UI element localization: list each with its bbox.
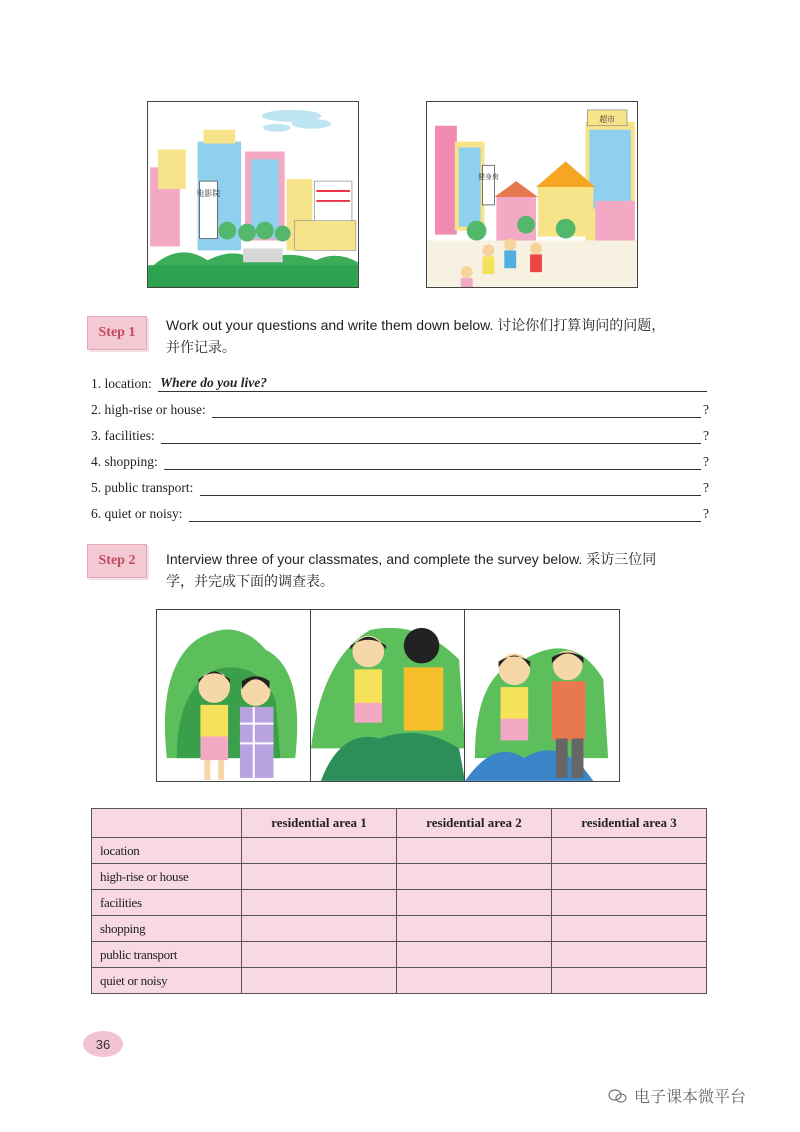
city-illustration-right bbox=[426, 101, 638, 288]
question-row-location bbox=[91, 372, 709, 392]
survey-cell[interactable] bbox=[552, 942, 707, 968]
city-illustration-left bbox=[147, 101, 359, 288]
table-row bbox=[92, 916, 707, 942]
answer-line[interactable] bbox=[158, 377, 707, 392]
watermark-text: 电子课本微平台 bbox=[634, 1087, 747, 1106]
row-label-public-transport: public transport bbox=[92, 942, 242, 968]
survey-cell[interactable] bbox=[397, 890, 552, 916]
step2-instruction-line2: 学，并完成下面的调查表。 bbox=[166, 573, 334, 589]
survey-header-area3: residential area 3 bbox=[552, 809, 707, 838]
step2-badge-label: Step 2 bbox=[98, 553, 136, 568]
question-mark: ? bbox=[703, 402, 709, 417]
step2-instruction bbox=[166, 548, 726, 592]
survey-cell[interactable] bbox=[552, 890, 707, 916]
question-row-shopping bbox=[91, 450, 709, 470]
step1-instruction-line2: 并作记录。 bbox=[166, 339, 236, 355]
interview-illustration-1 bbox=[157, 610, 311, 781]
question-mark: ? bbox=[703, 480, 709, 495]
step2-instruction-line1: Interview three of your classmates, and complete the survey below. 采访三位同 bbox=[166, 551, 657, 567]
answer-line[interactable] bbox=[212, 403, 701, 418]
survey-cell[interactable] bbox=[242, 864, 397, 890]
row-label-location: location bbox=[92, 838, 242, 864]
survey-header-area1: residential area 1 bbox=[242, 809, 397, 838]
cinema-sign: 电影院 bbox=[196, 188, 221, 198]
street-scene-graphic bbox=[427, 102, 637, 287]
survey-cell[interactable] bbox=[552, 838, 707, 864]
city-scene-graphic bbox=[148, 102, 358, 287]
question-label: 3. facilities: bbox=[91, 428, 159, 443]
table-row bbox=[92, 864, 707, 890]
answer-example: Where do you live? bbox=[160, 375, 267, 390]
survey-header-area2: residential area 2 bbox=[397, 809, 552, 838]
step1-instruction bbox=[166, 314, 726, 358]
interview-illustration-3 bbox=[465, 610, 619, 781]
supermarket-sign: 超市 bbox=[599, 114, 616, 124]
page-number bbox=[83, 1031, 123, 1057]
table-row bbox=[92, 968, 707, 994]
answer-line[interactable] bbox=[164, 455, 701, 470]
interview-panel-2 bbox=[310, 609, 466, 782]
table-row bbox=[92, 942, 707, 968]
survey-cell[interactable] bbox=[397, 968, 552, 994]
question-row-quiet-noisy bbox=[91, 502, 709, 522]
survey-cell[interactable] bbox=[242, 838, 397, 864]
question-label: 5. public transport: bbox=[91, 480, 197, 495]
step1-instruction-line1: Work out your questions and write them down below. 讨论你们打算询问的问题， bbox=[166, 317, 666, 333]
table-row bbox=[92, 838, 707, 864]
answer-line[interactable] bbox=[161, 429, 701, 444]
table-row bbox=[92, 890, 707, 916]
page-number-label: 36 bbox=[95, 1036, 111, 1052]
interview-panel-3 bbox=[464, 609, 620, 782]
question-mark: ? bbox=[703, 428, 709, 443]
survey-header-row bbox=[92, 809, 707, 838]
survey-table bbox=[91, 808, 707, 994]
question-mark: ? bbox=[703, 454, 709, 469]
watermark bbox=[608, 1084, 746, 1107]
question-row-facilities bbox=[91, 424, 709, 444]
step1-badge bbox=[87, 316, 147, 350]
survey-cell[interactable] bbox=[242, 890, 397, 916]
wechat-icon bbox=[608, 1089, 628, 1103]
step1-badge-label: Step 1 bbox=[98, 325, 136, 340]
question-label: 1. location: bbox=[91, 376, 156, 391]
survey-cell[interactable] bbox=[242, 942, 397, 968]
survey-cell[interactable] bbox=[242, 916, 397, 942]
question-label: 2. high-rise or house: bbox=[91, 402, 210, 417]
row-label-high-rise: high-rise or house bbox=[92, 864, 242, 890]
answer-line[interactable] bbox=[189, 507, 701, 522]
question-mark: ? bbox=[703, 506, 709, 521]
survey-cell[interactable] bbox=[397, 864, 552, 890]
interview-panel-1 bbox=[156, 609, 312, 782]
survey-cell[interactable] bbox=[552, 968, 707, 994]
survey-cell[interactable] bbox=[242, 968, 397, 994]
question-label: 4. shopping: bbox=[91, 454, 162, 469]
survey-cell[interactable] bbox=[397, 838, 552, 864]
survey-cell[interactable] bbox=[397, 916, 552, 942]
row-label-shopping: shopping bbox=[92, 916, 242, 942]
interview-illustration-2 bbox=[311, 610, 465, 781]
question-row-high-rise bbox=[91, 398, 709, 418]
question-label: 6. quiet or noisy: bbox=[91, 506, 186, 521]
step2-badge bbox=[87, 544, 147, 578]
question-row-public-transport bbox=[91, 476, 709, 496]
gym-sign: 健身房 bbox=[478, 174, 499, 182]
row-label-quiet-noisy: quiet or noisy bbox=[92, 968, 242, 994]
survey-cell[interactable] bbox=[552, 864, 707, 890]
row-label-facilities: facilities bbox=[92, 890, 242, 916]
survey-header-empty bbox=[92, 809, 242, 838]
answer-line[interactable] bbox=[200, 481, 701, 496]
survey-cell[interactable] bbox=[397, 942, 552, 968]
survey-cell[interactable] bbox=[552, 916, 707, 942]
